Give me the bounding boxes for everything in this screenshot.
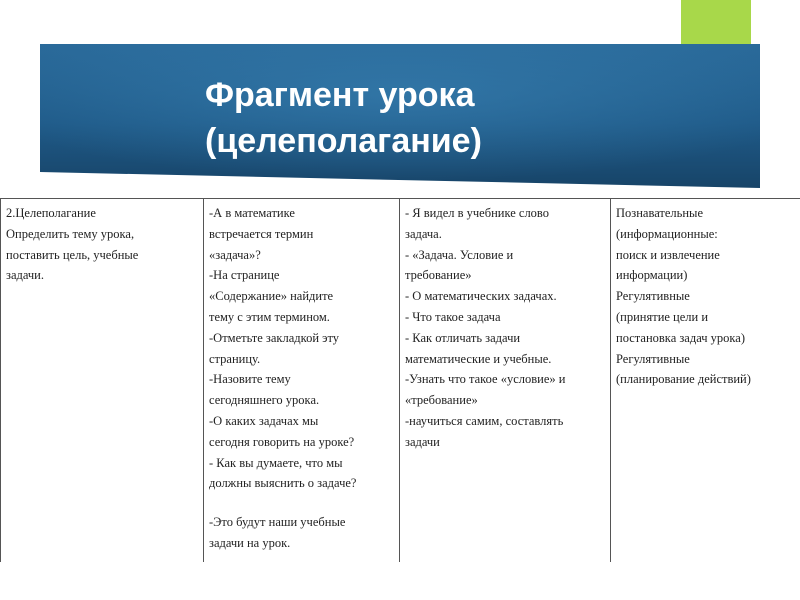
cell-text-line: - Как вы думаете, что мы xyxy=(209,455,343,470)
cell-text-line: -На странице xyxy=(209,268,280,283)
cell-text-line: Регулятивные xyxy=(616,289,690,304)
cell-student-activity xyxy=(400,199,611,562)
cell-text-line: -О каких задачах мы xyxy=(209,413,319,428)
table-row xyxy=(1,199,800,562)
cell-text-line: (информационные: xyxy=(616,226,718,241)
cell-text-line: -Узнать что такое «условие» и xyxy=(405,372,566,387)
cell-text-line: (планирование действий) xyxy=(616,372,751,387)
cell-text-line: -Отметьте закладкой эту xyxy=(209,330,340,345)
cell-text-line: -Назовите тему xyxy=(209,372,291,387)
lesson-table xyxy=(0,198,800,562)
cell-text-line: - «Задача. Условие и xyxy=(405,247,514,262)
cell-text-line: Определить тему урока, xyxy=(6,226,135,241)
cell-text-line: сегодня говорить на уроке? xyxy=(209,434,355,449)
page-title xyxy=(205,72,482,164)
cell-text-line: требование» xyxy=(405,268,472,283)
cell-text-line: «требование» xyxy=(405,393,478,408)
cell-text-line: - О математических задачах. xyxy=(405,289,557,304)
cell-text-line: «Содержание» найдите xyxy=(209,289,334,304)
cell-text-line: - Как отличать задачи xyxy=(405,330,521,345)
cell-text-line: (принятие цели и xyxy=(616,309,709,324)
cell-text-line: поиск и извлечение xyxy=(616,247,720,262)
title-line-1: Фрагмент урока xyxy=(205,76,475,114)
cell-text-line: задачи xyxy=(405,434,440,449)
cell-text-line: математические и учебные. xyxy=(405,351,552,366)
cell-text-line: -научиться самим, составлять xyxy=(405,413,564,428)
cell-text-line: -Это будут наши учебные xyxy=(209,515,346,530)
cell-text-line: должны выяснить о задаче? xyxy=(209,476,357,491)
cell-text-line: задача. xyxy=(405,226,442,241)
cell-text-line: задачи на урок. xyxy=(209,535,291,550)
cell-text-line: Познавательные xyxy=(616,206,703,220)
cell-text-line: - Я видел в учебнике слово xyxy=(405,206,550,220)
cell-stage xyxy=(1,199,204,562)
cell-text-line: постановка задач урока) xyxy=(616,330,746,345)
cell-text-line: поставить цель, учебные xyxy=(6,247,139,262)
cell-text-line: информации) xyxy=(616,268,688,283)
cell-uud xyxy=(611,199,800,562)
cell-text-line: сегодняшнего урока. xyxy=(209,393,320,408)
cell-teacher-activity xyxy=(204,199,400,562)
cell-text-line: страницу. xyxy=(209,351,261,366)
cell-text-line: Регулятивные xyxy=(616,351,690,366)
cell-text-line: - Что такое задача xyxy=(405,309,501,324)
cell-text-line: «задача»? xyxy=(209,247,261,262)
title-line-2: (целеполагание) xyxy=(205,122,482,160)
cell-text-line: задачи. xyxy=(6,268,44,283)
cell-text-line: 2.Целеполагание xyxy=(6,206,96,220)
cell-text-line: встречается термин xyxy=(209,226,314,241)
cell-text-line: -А в математике xyxy=(209,206,295,220)
cell-text-line: тему с этим термином. xyxy=(209,309,330,324)
